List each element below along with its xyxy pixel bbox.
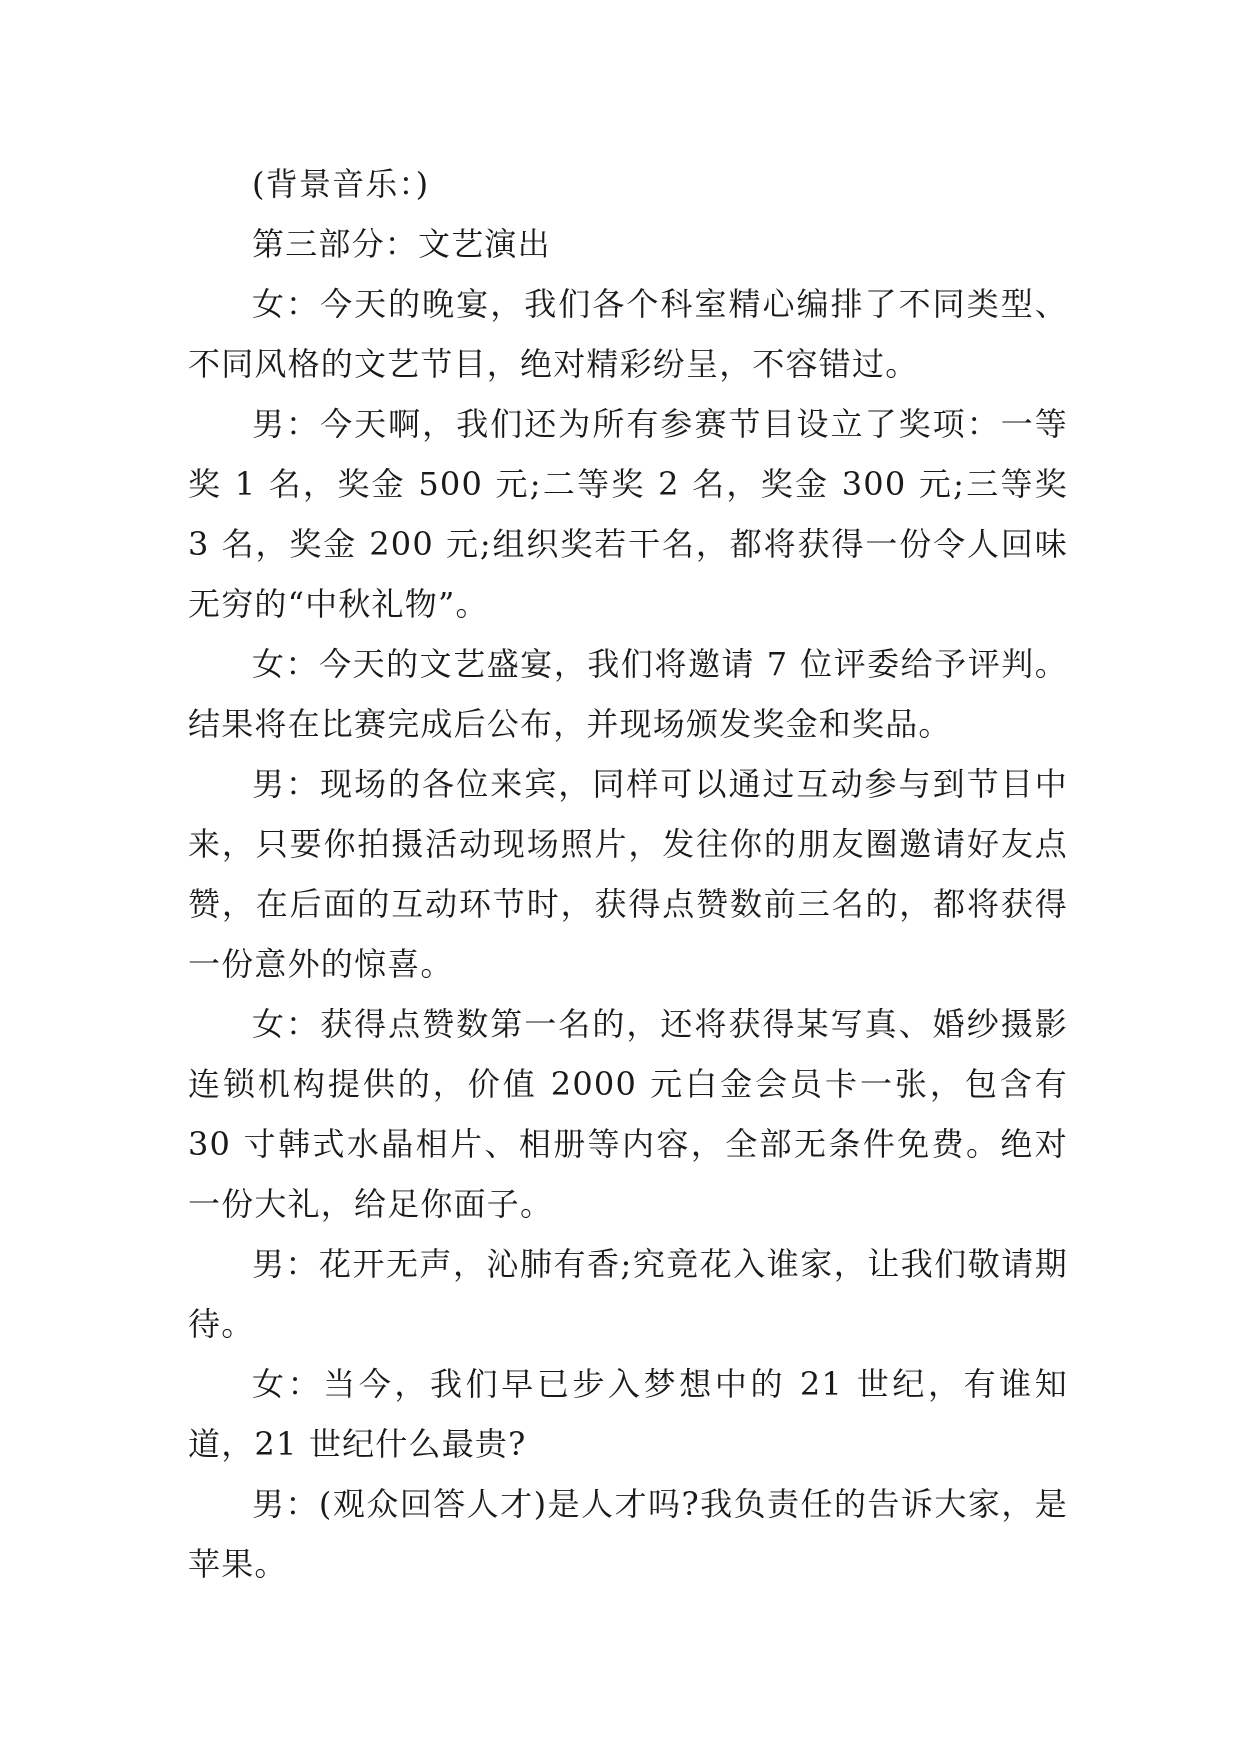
paragraph-section-heading: 第三部分：文艺演出 — [252, 225, 551, 263]
paragraph-female-3: 女：获得点赞数第一名的，还将获得某写真、婚纱摄影连锁机构提供的，价值 2000 元白金会员卡一张，包含有 30 寸韩式水晶相片、相册等内容，全部无条件免费。绝对一份大礼，给足你面子。 — [188, 1005, 1068, 1223]
paragraph-female-4: 女：当今，我们早已步入梦想中的 21 世纪，有谁知道，21 世纪什么最贵? — [188, 1365, 1068, 1463]
paragraph-male-1: 男：今天啊，我们还为所有参赛节目设立了奖项：一等奖 1 名，奖金 500 元;二等奖 2 名，奖金 300 元;三等奖 3 名，奖金 200 元;组织奖若干名，都将获得一份令人回味无穷的“中秋礼物”。 — [188, 405, 1068, 623]
paragraph-male-2: 男：现场的各位来宾，同样可以通过互动参与到节目中来，只要你拍摄活动现场照片，发往你的朋友圈邀请好友点赞，在后面的互动环节时，获得点赞数前三名的，都将获得一份意外的惊喜。 — [188, 765, 1068, 983]
document-body — [188, 154, 1068, 1594]
paragraph-female-2: 女：今天的文艺盛宴，我们将邀请 7 位评委给予评判。结果将在比赛完成后公布，并现场颁发奖金和奖品。 — [188, 645, 1068, 743]
paragraph-female-1: 女：今天的晚宴，我们各个科室精心编排了不同类型、不同风格的文艺节目，绝对精彩纷呈，不容错过。 — [188, 285, 1068, 383]
paragraph-male-4: 男：(观众回答人才)是人才吗?我负责任的告诉大家，是苹果。 — [188, 1485, 1068, 1583]
paragraph-male-3: 男：花开无声，沁肺有香;究竟花入谁家，让我们敬请期待。 — [188, 1245, 1068, 1343]
paragraph-background-music: (背景音乐：) — [252, 165, 430, 203]
